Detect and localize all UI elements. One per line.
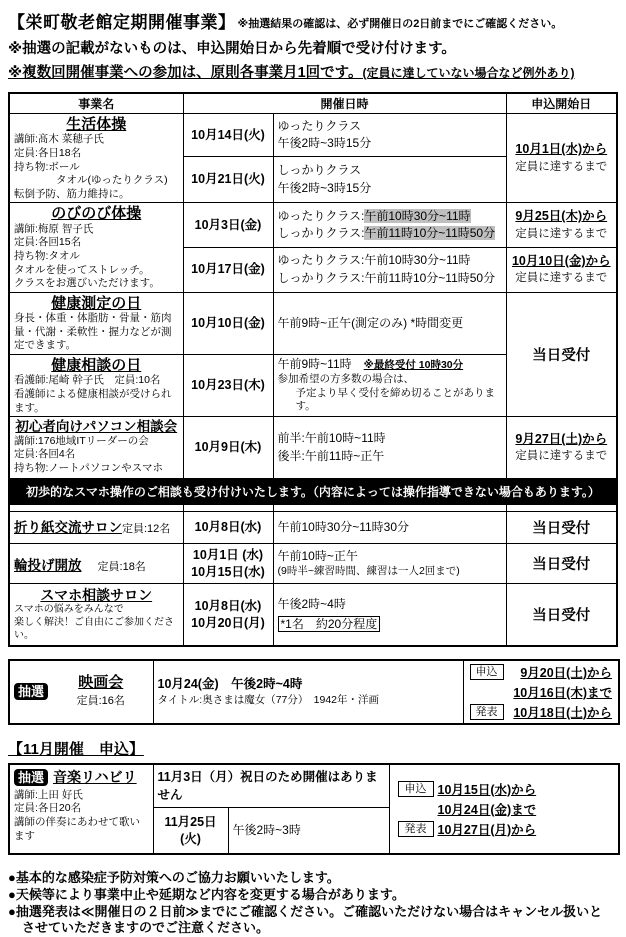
session-date: 10月3日(金) — [183, 203, 273, 247]
note-first-come: ※抽選の記載がないものは、申込開始日から先着順で受け付けます。 — [8, 41, 456, 57]
holiday-notice-cell: 11月3日（月）祝日のため開催はありません — [153, 764, 389, 808]
apply-from-date: 9月20日(土)から — [520, 665, 612, 680]
event-description: 身長・体重・体脂肪・骨量・筋肉量・代謝・柔軟性・握力などが測定できます。 — [14, 312, 172, 352]
row-nobinobi-1 — [9, 203, 617, 247]
event-name-cell-ongaku — [9, 764, 153, 854]
session-time-cell — [273, 157, 506, 203]
session-date: 10月8日(水) — [183, 512, 273, 544]
row-ongaku-1 — [9, 764, 619, 808]
session-date: 10月20日(月) — [191, 615, 265, 630]
col-header-apply-start: 申込開始日 — [506, 93, 617, 114]
event-detail-line: 講師:上田 好氏 — [14, 788, 83, 801]
event-name-cell-nobinobi — [9, 203, 183, 292]
class-time-line — [278, 208, 502, 225]
session-time-cell: 午前9時~正午(測定のみ) *時間変更 — [273, 292, 506, 354]
event-detail-line: 転倒予防、筋力維持に。 — [14, 187, 130, 200]
lottery-badge: 抽選 — [14, 769, 48, 786]
event-detail-line: 持ち物:タオル — [14, 249, 80, 262]
class-name: ゆったりクラス — [277, 118, 362, 133]
session-date: 10月15日(水) — [191, 564, 265, 579]
sameday-reception-cell: 当日受付 — [506, 544, 617, 584]
announce-label-boxed: 発表 — [398, 821, 434, 837]
session-time-cell — [273, 584, 506, 646]
event-title: のびのび体操 — [51, 205, 142, 223]
event-detail-line: 定員:各日18名 — [14, 146, 82, 159]
lottery-badge: 抽選 — [14, 683, 48, 700]
spacer-cell — [273, 505, 506, 512]
event-title: 健康測定の日 — [51, 294, 142, 312]
apply-start-cell — [506, 114, 617, 203]
event-name-cell-eiga — [9, 660, 153, 724]
row-pasokon — [9, 417, 617, 479]
event-capacity: 定員:12名 — [122, 522, 171, 535]
class-name: しっかりクラス — [277, 163, 362, 178]
event-detail-line: タオル(ゆったりクラス) — [56, 174, 168, 187]
smartphone-banner: 初歩的なスマホ操作のご相談も受け付けいたします。（内容によっては操作指導できない場合もあります。） — [9, 479, 617, 505]
event-title: 生活体操 — [66, 116, 127, 133]
session-date-cell — [183, 584, 273, 646]
page-title: 【栄町敬老館定期開催事業】 — [8, 13, 236, 32]
time-main: 午前9時~11時 — [277, 357, 352, 372]
footer-bullet: ●基本的な感染症予防対策へのご協力お願いいたします。 — [8, 869, 340, 885]
apply-label-boxed: 申込 — [398, 781, 434, 797]
time-line: 前半:午前10時~11時 — [277, 431, 386, 446]
event-detail-line: 講師:176地域ITリーダーの会 — [14, 434, 149, 447]
event-detail-line: 楽しく解決！ご自由にご参加ください。 — [14, 617, 174, 642]
apply-start-date: 9月25日(木)から — [515, 209, 608, 224]
apply-start-cell — [506, 203, 617, 247]
footer-bullet: ●天候等により事業中止や延期など内容を変更する場合があります。 — [8, 886, 405, 902]
event-name-cell-sokutei — [9, 292, 183, 354]
row-sokutei — [9, 292, 617, 354]
session-date: 10月9日(木) — [183, 417, 273, 479]
session-time-cell — [273, 114, 506, 157]
spacer-cell — [183, 505, 273, 512]
lottery-apply-cell — [463, 660, 619, 724]
footer-bullet: ●抽選発表は≪開催日の２日前≫までにご確認ください。ご確認いただけない場合はキャンセル扱いと — [8, 903, 603, 919]
row-eiga — [9, 660, 619, 724]
row-banner — [9, 479, 617, 505]
title-note: ※抽選結果の確認は、必ず開催日の2日前までにご確認ください。 — [237, 18, 563, 30]
lottery-apply-cell — [389, 764, 619, 854]
session-date-cell — [183, 544, 273, 584]
session-time-cell: 午後2時~3時 — [228, 808, 389, 854]
sameday-reception-cell: 当日受付 — [506, 512, 617, 544]
event-detail-line: タオルを使ってストレッチ。 — [14, 263, 150, 276]
apply-start-date: 10月10日(金)から — [511, 253, 611, 268]
apply-start-cell — [506, 247, 617, 292]
apply-from-date: 10月15日(水)から — [437, 782, 537, 797]
event-title: 初心者向けパソコン相談会 — [15, 419, 178, 435]
class-label: ゆったりクラス: — [277, 208, 365, 223]
apply-note: 定員に達するまで — [515, 272, 608, 285]
class-time-line — [278, 252, 502, 269]
row-seikatsu-1 — [9, 114, 617, 157]
class-time-highlight: 午前11時10分~11時50分 — [364, 226, 496, 241]
event-title: スマホ相談サロン — [40, 586, 153, 603]
event-detail-line: 看護師:尾崎 幹子氏 定員:10名 — [14, 374, 161, 387]
apply-start-cell — [506, 417, 617, 479]
session-time-cell — [273, 203, 506, 247]
event-detail-line: 定員:各回15名 — [14, 236, 82, 249]
event-name-cell-pasokon — [9, 417, 183, 479]
time-line: 参加希望の方多数の場合は、 — [277, 373, 414, 386]
time-note: ※最終受付 10時30分 — [363, 359, 464, 372]
class-label: ゆったりクラス: — [277, 253, 365, 268]
class-label: しっかりクラス: — [277, 270, 365, 285]
row-wanage — [9, 544, 617, 584]
event-name-cell-origami — [9, 512, 183, 544]
event-title: 音楽リハビリ — [53, 769, 137, 786]
time-line — [278, 357, 502, 373]
event-capacity: 定員:18名 — [97, 561, 146, 574]
announce-date: 10月27日(月)から — [437, 822, 537, 837]
class-time: 午後2時~3時15分 — [277, 180, 372, 195]
apply-note: 定員に達するまで — [515, 227, 608, 240]
spacer-row — [9, 505, 617, 512]
class-time-line — [278, 270, 502, 287]
apply-note: 定員に達するまで — [515, 160, 608, 173]
november-table — [8, 763, 620, 855]
apply-until-date: 10月24日(金)まで — [437, 802, 537, 817]
spacer-cell — [506, 505, 617, 512]
title-line — [8, 8, 618, 33]
class-time: 午前10時30分~11時 — [364, 253, 471, 268]
movie-title-line: タイトル:奥さまは魔女（77分） 1942年・洋画 — [157, 694, 379, 707]
footer-bullet-continuation: させていただきますのでご注意ください。 — [22, 920, 270, 936]
event-title: 健康相談の日 — [51, 357, 142, 375]
footer-notes — [8, 870, 618, 937]
event-name-cell-soudan — [9, 355, 183, 417]
session-time-cell — [273, 417, 506, 479]
apply-label-boxed: 申込 — [470, 664, 504, 680]
event-title: 輪投げ開放 — [14, 558, 82, 574]
sameday-reception-cell: 当日受付 — [506, 584, 617, 646]
note-monthly-paren: (定員に達していない場合など例外あり) — [362, 66, 575, 80]
session-date: 10月17日(金) — [183, 247, 273, 292]
event-detail-line: 持ち物:ノートパソコンやスマホ — [14, 462, 163, 475]
event-detail-line: 講師:梅原 智子氏 — [14, 222, 94, 235]
note-monthly-text: ※複数回開催事業への参加は、原則各事業月1回です。 — [8, 65, 363, 81]
announce-date: 10月18日(土)から — [513, 705, 612, 720]
session-date: 10月8日(水) — [194, 598, 262, 613]
note-monthly-limit — [8, 61, 618, 82]
event-detail-line: 看護師による健康相談が受けられます。 — [14, 387, 172, 414]
movie-table — [8, 659, 620, 725]
table-header-row — [9, 93, 617, 114]
november-section-header: 【11月開催 申込】 — [8, 740, 144, 758]
event-capacity: 定員:16名 — [76, 695, 125, 708]
session-date: 10月21日(火) — [183, 157, 273, 203]
event-name-cell-wanage — [9, 544, 183, 584]
event-detail-line: スマホの悩みをみんなで — [14, 604, 124, 616]
col-header-datetime: 開催日時 — [183, 93, 506, 114]
event-name-cell-sumaho — [9, 584, 183, 646]
spacer-cell — [9, 505, 183, 512]
event-name-cell-seikatsu — [9, 114, 183, 203]
event-detail-line: 持ち物:ボール — [14, 160, 80, 173]
time-line: 予定より早く受付を締め切ることがあります。 — [295, 386, 495, 413]
apply-start-date: 10月1日(水)から — [515, 142, 608, 157]
event-detail-line: 定員:各日20名 — [14, 802, 82, 815]
event-title: 映画会 — [78, 674, 124, 692]
session-time-cell — [273, 355, 506, 417]
movie-datetime: 10月24(金) 午後2時~4時 — [157, 677, 303, 692]
session-time-cell — [273, 544, 506, 584]
event-detail-line: 講師:髙木 菜穂子氏 — [14, 133, 104, 146]
time-line: 後半:午前11時~正午 — [277, 448, 385, 463]
event-detail-line: クラスをお選びいただけます。 — [14, 277, 160, 290]
announce-label-boxed: 発表 — [470, 704, 504, 720]
time-line: 午後2時~4時 — [277, 596, 346, 611]
session-date: 11月25日(火) — [153, 808, 228, 854]
event-title: 折り紙交流サロン — [14, 519, 122, 535]
time-line: 午前10時~正午 — [277, 549, 358, 564]
session-date: 10月10日(金) — [183, 292, 273, 354]
row-origami — [9, 512, 617, 544]
class-time-line — [278, 225, 502, 242]
col-header-event-name: 事業名 — [9, 93, 183, 114]
class-time: 午後2時~3時15分 — [277, 136, 372, 151]
class-time: 午前11時10分~11時50分 — [364, 270, 496, 285]
sameday-reception-cell: 当日受付 — [506, 292, 617, 416]
movie-detail-cell — [153, 660, 463, 724]
session-date: 10月1日 (水) — [192, 547, 264, 562]
event-detail-line: 講師の伴奏にあわせて歌います — [14, 816, 140, 842]
session-time-cell: 午前10時30分~11時30分 — [273, 512, 506, 544]
session-date: 10月23日(木) — [183, 355, 273, 417]
class-time-highlight: 午前10時30分~11時 — [364, 208, 471, 223]
session-date: 10月14日(火) — [183, 114, 273, 157]
apply-until-date: 10月16日(木)まで — [513, 685, 612, 700]
schedule-table — [8, 92, 618, 647]
time-note-boxed: *1名 約20分程度 — [278, 616, 381, 632]
event-detail-line: 定員:各回4名 — [14, 448, 76, 461]
apply-note: 定員に達するまで — [515, 450, 608, 463]
apply-start-date: 9月27日(土)から — [515, 431, 608, 446]
class-label: しっかりクラス: — [277, 226, 365, 241]
time-line: (9時半~練習時間、練習は一人2回まで) — [277, 564, 460, 577]
row-sumaho — [9, 584, 617, 646]
session-time-cell — [273, 247, 506, 292]
